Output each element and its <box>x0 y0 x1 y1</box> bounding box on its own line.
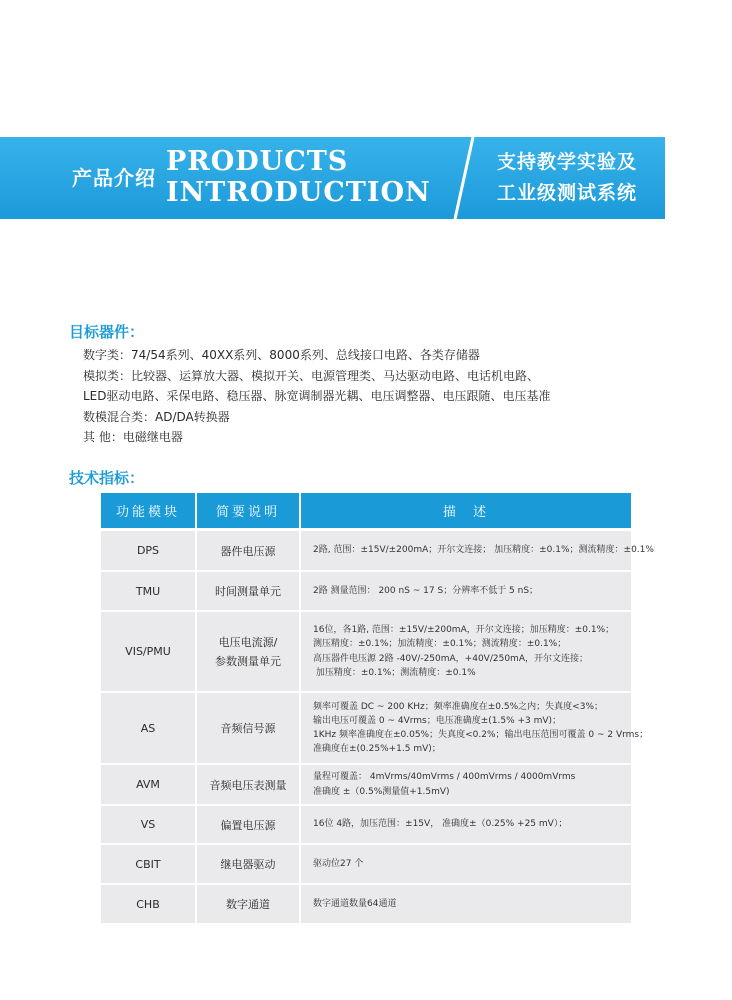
description-line: 频率可覆盖 DC ~ 200 KHz；频率准确度在±0.5%之内；失真度<3%； <box>313 701 603 712</box>
description-line: 输出电压可覆盖 0 ~ 4Vrms；电压准确度±(1.5% +3 mV)； <box>313 715 562 726</box>
table-row <box>101 572 631 610</box>
description-line: 16位 4路，加压范围：±15V， 准确度±（0.25% +25 mV）； <box>313 819 568 830</box>
header-summary: 简要说明 <box>197 493 299 528</box>
devices-line: 数模混合类：AD/DA转换器 <box>83 409 230 424</box>
module-cell: AS <box>101 693 195 763</box>
banner-tagline <box>497 147 637 209</box>
module-cell: TMU <box>101 572 195 610</box>
summary-cell: 偏置电压源 <box>197 806 299 843</box>
devices-line: 模拟类：比较器、运算放大器、模拟开关、电源管理类、马达驱动电路、电话机电路、 <box>83 368 540 383</box>
summary-cell: 时间测量单元 <box>197 572 299 610</box>
table-row <box>101 612 631 691</box>
header-description: 描 述 <box>301 493 631 528</box>
specs-table <box>101 493 654 925</box>
summary-cell: 数字通道 <box>197 885 299 923</box>
module-cell: AVM <box>101 765 195 804</box>
description-cell <box>301 885 631 923</box>
banner-en-line2: INTRODUCTION <box>166 177 431 208</box>
description-cell <box>301 572 631 610</box>
module-cell: DPS <box>101 531 195 570</box>
description-line: 2路 测量范围： 200 nS ~ 17 S；分辨率不低于 5 nS； <box>313 585 539 596</box>
banner-cn-title: 产品介绍 <box>72 166 156 190</box>
summary-cell: 音频电压表测量 <box>197 765 299 804</box>
devices-line: LED驱动电路、采保电路、稳压器、脉宽调制器光耦、电压调整器、电压跟随、电压基准 <box>83 389 551 403</box>
summary-cell: 器件电压源 <box>197 531 299 570</box>
summary-line: 电压电流源/ <box>218 635 278 649</box>
description-line: 驱动位27 个 <box>313 858 364 869</box>
table-row <box>101 845 631 883</box>
table-row <box>101 806 631 843</box>
description-cell <box>301 612 631 691</box>
module-cell: VIS/PMU <box>101 612 195 691</box>
header-banner <box>0 137 665 219</box>
summary-cell: 继电器驱动 <box>197 845 299 883</box>
table-row <box>101 693 649 763</box>
description-cell <box>301 531 654 570</box>
specs-table-header <box>101 493 631 528</box>
table-row <box>101 765 631 804</box>
summary-line: 参数测量单元 <box>215 654 281 668</box>
description-cell <box>301 693 649 763</box>
description-cell <box>301 806 631 843</box>
banner-divider-slash <box>443 137 483 219</box>
summary-cell <box>197 612 299 691</box>
description-line: 数字通道数量64通道 <box>313 898 397 909</box>
specs-heading: 技术指标： <box>69 469 145 487</box>
header-module: 功能模块 <box>101 493 195 528</box>
description-line: 量程可覆盖： 4mVrms/40mVrms / 400mVrms / 4000mVrms <box>313 772 576 783</box>
summary-cell: 音频信号源 <box>197 693 299 763</box>
devices-heading: 目标器件： <box>69 323 145 341</box>
banner-tagline-line1: 支持教学实验及 <box>497 151 638 173</box>
module-cell: CHB <box>101 885 195 923</box>
banner-en-title <box>166 146 431 208</box>
table-row <box>101 531 654 570</box>
description-line: 16位，各1路, 范围：±15V/±200mA，开尔文连接；加压精度：±0.1%； <box>313 625 615 636</box>
banner-en-line1: PRODUCTS <box>166 146 349 177</box>
description-line: 1KHz 频率准确度在±0.05%；失真度<0.2%；输出电压范围可覆盖 0 ~ 2 Vrms； <box>313 730 649 740</box>
table-row <box>101 885 631 923</box>
description-line: 测压精度：±0.1%；加流精度：±0.1%；测流精度：±0.1%； <box>313 639 567 650</box>
banner-tagline-line2: 工业级测试系统 <box>497 182 638 204</box>
devices-line: 其 他：电磁继电器 <box>83 430 183 444</box>
devices-line: 数字类：74/54系列、40XX系列、8000系列、总线接口电路、各类存储器 <box>83 348 480 362</box>
devices-list <box>83 345 693 448</box>
module-cell: VS <box>101 806 195 843</box>
description-line: 高压器件电压源 2路 -40V/-250mA，+40V/250mA，开尔文连接； <box>313 653 588 664</box>
description-cell <box>301 845 631 883</box>
description-line: 准确度 ±（0.5%测量值+1.5mV) <box>313 786 450 797</box>
description-line: 准确度在±(0.25%+1.5 mV)； <box>313 744 441 755</box>
module-cell: CBIT <box>101 845 195 883</box>
description-line: 加压精度：±0.1%；测流精度：±0.1% <box>313 667 476 678</box>
description-cell <box>301 765 631 804</box>
description-line: 2路, 范围：±15V/±200mA；开尔文连接； 加压精度：±0.1%；测流精度：±0.1% <box>313 545 654 556</box>
